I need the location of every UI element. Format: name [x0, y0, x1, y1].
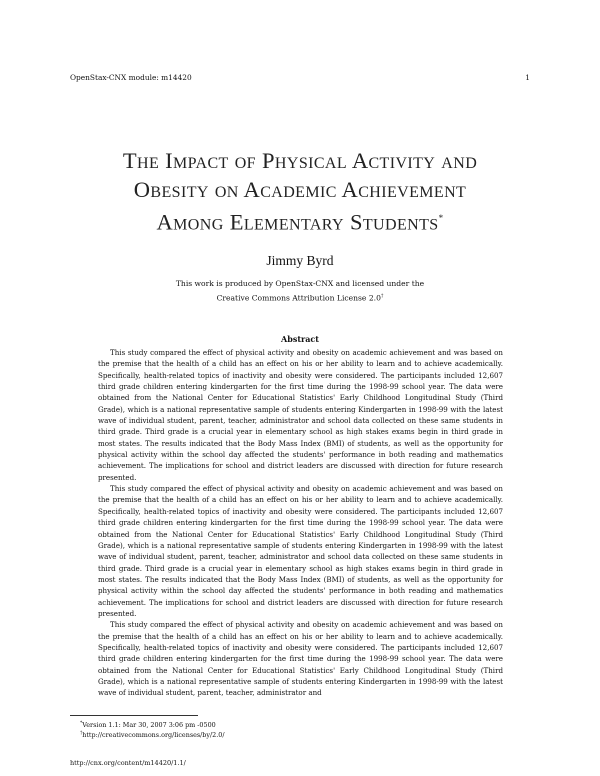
title-footnote-mark[interactable]: *	[438, 213, 444, 223]
author-name: Jimmy Byrd	[266, 253, 334, 268]
title-line-3	[40, 204, 560, 237]
module-id: OpenStax-CNX module: m14420	[70, 73, 192, 82]
title-line-2: Obesity on Academic Achievement	[133, 177, 467, 202]
title-line-3-text: Among Elementary Students	[156, 209, 439, 235]
footer-url[interactable]: http://cnx.org/content/m14420/1.1/	[70, 759, 186, 767]
page-number: 1	[525, 73, 530, 82]
abstract-heading: Abstract	[281, 334, 319, 344]
abstract-paragraph: This study compared the effect of physical activity and obesity on academic achievement and was based on the premise that the health of a child has an effect on his or her ability to learn and to achieve academically. Specifically, health-related topics of inactivity and obesity were considered. The participants included 12,607 third grade children entering kindergarten for the first time during the 1998-99 school year. The data were obtained from the National Center for Educational Statistics' Early Childhood Longitudinal Study (Third Grade), which is a national representative sample of students entering Kindergarten in 1998-99 with the latest wave of individual student, parent, teacher, administrator and school data collected on these same students in third grade. Third grade is a crucial year in elementary school as high stakes exams begin in third grade in most states. The results indicated that the Body Mass Index (BMI) of students, as well as the opportunity for physical activity within the school day affected the students' performance in both reading and mathematics achievement. The implications for school and district leaders are discussed with direction for future research presented.	[98, 348, 503, 482]
abstract-paragraph: This study compared the effect of physical activity and obesity on academic achievement and was based on the premise that the health of a child has an effect on his or her ability to learn and to achieve academically. Specifically, health-related topics of inactivity and obesity were considered. The participants included 12,607 third grade children entering kindergarten for the first time during the 1998-99 school year. The data were obtained from the National Center for Educational Statistics' Early Childhood Longitudinal Study (Third Grade), which is a national representative sample of students entering Kindergarten in 1998-99 with the latest wave of individual student, parent, teacher, administrator and school data collected on these same students in third grade. Third grade is a crucial year in elementary school as high stakes exams begin in third grade in most states. The results indicated that the Body Mass Index (BMI) of students, as well as the opportunity for physical activity within the school day affected the students' performance in both reading and mathematics achievement. The implications for school and district leaders are discussed with direction for future research presented.	[98, 484, 503, 618]
running-header	[70, 73, 530, 85]
abstract-body	[98, 347, 503, 709]
footnote-license-url	[80, 729, 224, 740]
footnote-link[interactable]: http://creativecommons.org/licenses/by/2.0/	[82, 731, 225, 740]
document-title	[40, 146, 560, 237]
footnote-divider	[70, 715, 198, 716]
license-footnote-mark[interactable]: †	[380, 293, 384, 299]
license-line-1: This work is produced by OpenStax-CNX and licensed under the	[175, 279, 425, 288]
license-statement	[0, 278, 600, 305]
license-line-2-text: Creative Commons Attribution License 2.0	[216, 293, 381, 303]
license-line-2	[0, 290, 600, 305]
footnote-mark: †	[80, 731, 83, 736]
title-line-1: The Impact of Physical Activity and	[122, 148, 478, 173]
abstract-paragraph: This study compared the effect of physical activity and obesity on academic achievement and was based on the premise that the health of a child has an effect on his or her ability to learn and to achieve academically. Specifically, health-related topics of inactivity and obesity were considered. The participants included 12,607 third grade children entering kindergarten for the first time during the 1998-99 school year. The data were obtained from the National Center for Educational Statistics' Early Childhood Longitudinal Study (Third Grade), which is a national representative sample of students entering Kindergarten in 1998-99 with the latest wave of individual student, parent, teacher, administrator and	[98, 620, 503, 698]
footnote-text: Version 1.1: Mar 30, 2007 3:06 pm -0500	[82, 721, 216, 730]
footnote-mark: *	[80, 721, 83, 726]
